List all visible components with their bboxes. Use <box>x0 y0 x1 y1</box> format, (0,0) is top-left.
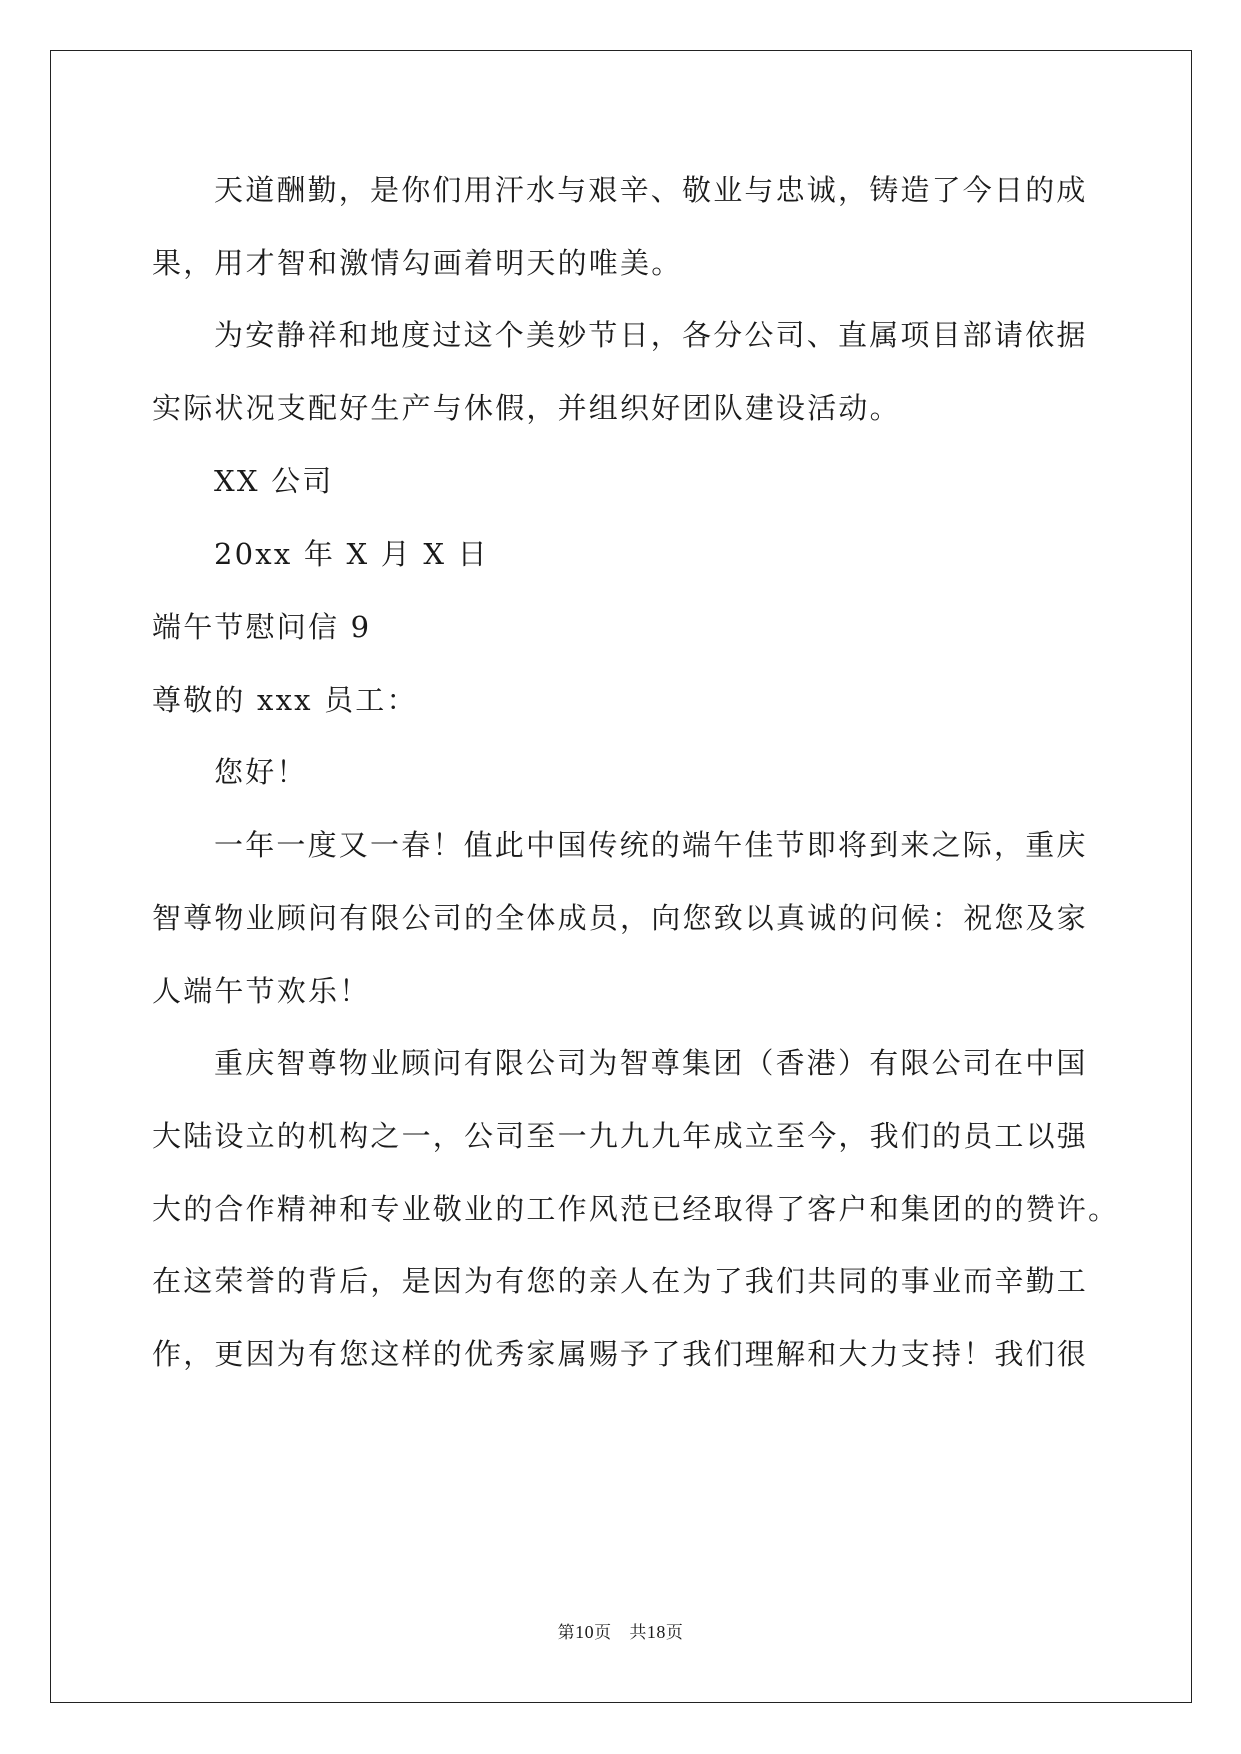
footer-total-pages: 18 <box>646 1622 666 1642</box>
paragraph-line: 为安静祥和地度过这个美妙节日，各分公司、直属项目部请依据 <box>214 318 1088 352</box>
footer-page-suffix: 页 <box>594 1623 612 1643</box>
signature-company: XX 公司 <box>214 464 334 498</box>
footer-prefix: 第 <box>557 1623 576 1643</box>
paragraph-line: 作，更因为有您这样的优秀家属赐予了我们理解和大力支持！我们很 <box>152 1337 1089 1371</box>
paragraph-line: 大的合作精神和专业敬业的工作风范已经取得了客户和集团的的赞许。 <box>152 1192 1120 1226</box>
paragraph-line: 天道酬勤，是你们用汗水与艰辛、敬业与忠诚，铸造了今日的成 <box>214 173 1088 207</box>
paragraph-line: 智尊物业顾问有限公司的全体成员，向您致以真诚的问候：祝您及家 <box>152 901 1089 935</box>
footer-page-number: 10 <box>575 1622 595 1642</box>
paragraph-line: 在这荣誉的背后，是因为有您的亲人在为了我们共同的事业而辛勤工 <box>152 1264 1089 1298</box>
signature-date: 20xx 年 X 月 X 日 <box>214 537 489 571</box>
greeting: 您好！ <box>214 755 308 789</box>
paragraph-line: 一年一度又一春！值此中国传统的端午佳节即将到来之际，重庆 <box>214 828 1088 862</box>
page-border <box>50 50 1192 1703</box>
paragraph-line: 人端午节欢乐！ <box>152 974 371 1008</box>
salutation: 尊敬的 xxx 员工： <box>152 683 418 717</box>
paragraph-line: 大陆设立的机构之一，公司至一九九九年成立至今，我们的员工以强 <box>152 1119 1089 1153</box>
page-footer <box>0 1620 1241 1645</box>
paragraph-line: 实际状况支配好生产与休假，并组织好团队建设活动。 <box>152 391 901 425</box>
paragraph-line: 重庆智尊物业顾问有限公司为智尊集团（香港）有限公司在中国 <box>214 1046 1088 1080</box>
footer-total-prefix: 共 <box>629 1623 647 1643</box>
letter-title: 端午节慰问信 9 <box>152 610 372 644</box>
paragraph-line: 果，用才智和激情勾画着明天的唯美。 <box>152 246 683 280</box>
footer-total-suffix: 页 <box>665 1623 684 1643</box>
